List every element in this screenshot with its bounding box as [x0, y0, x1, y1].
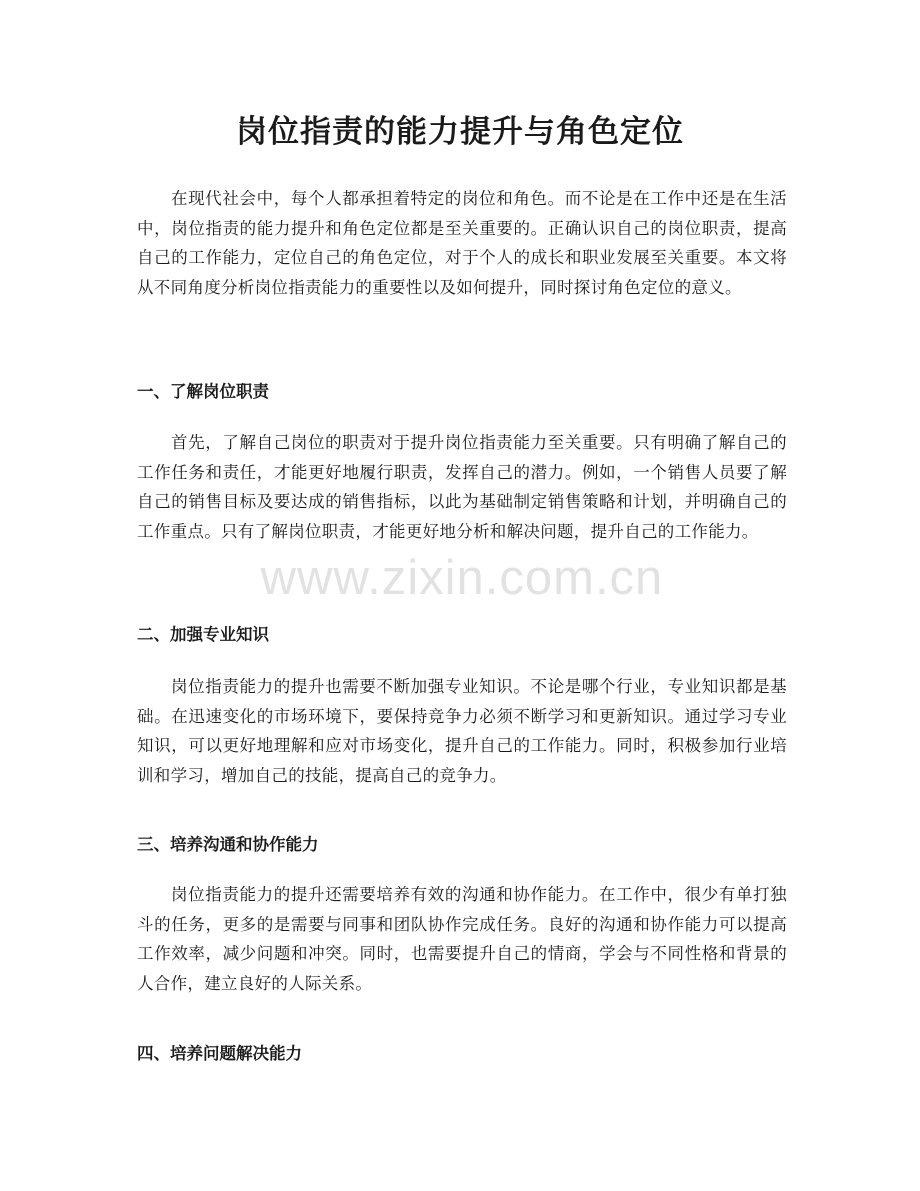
section-body-1: 首先，了解自己岗位的职责对于提升岗位指责能力至关重要。只有明确了解自己的工作任务和责任，才能更好地履行职责，发挥自己的潜力。例如，一个销售人员要了解自己的销售目标及要达成的销售指标，以此为基础制定销售策略和计划，并明确自己的工作重点。只有了解岗位职责，才能更好地分析和解决问题，提升自己的工作能力。	[137, 433, 787, 541]
section-heading-2: 二、加强专业知识	[137, 625, 269, 644]
watermark: www.zixin.com.cn	[260, 551, 664, 605]
section-body-2: 岗位指责能力的提升也需要不断加强专业知识。不论是哪个行业，专业知识都是基础。在迅速变化的市场环境下，要保持竞争力必须不断学习和更新知识。通过学习专业知识，可以更好地理解和应对市场变化，提升自己的工作能力。同时，积极参加行业培训和学习，增加自己的技能，提高自己的竞争力。	[137, 677, 787, 785]
document-title: 岗位指责的能力提升与角色定位	[236, 114, 684, 150]
section-heading-4: 四、培养问题解决能力	[137, 1044, 302, 1063]
section-heading-1: 一、了解岗位职责	[137, 382, 269, 401]
section-body-3: 岗位指责能力的提升还需要培养有效的沟通和协作能力。在工作中，很少有单打独斗的任务，更多的是需要与同事和团队协作完成任务。良好的沟通和协作能力可以提高工作效率，减少问题和冲突。同时，也需要提升自己的情商，学会与不同性格和背景的人合作，建立良好的人际关系。	[137, 885, 787, 993]
section-heading-3: 三、培养沟通和协作能力	[137, 835, 319, 854]
intro-paragraph: 在现代社会中，每个人都承担着特定的岗位和角色。而不论是在工作中还是在生活中，岗位指责的能力提升和角色定位都是至关重要的。正确认识自己的岗位职责，提高自己的工作能力，定位自己的角色定位，对于个人的成长和职业发展至关重要。本文将从不同角度分析岗位指责能力的重要性以及如何提升，同时探讨角色定位的意义。	[137, 189, 787, 297]
